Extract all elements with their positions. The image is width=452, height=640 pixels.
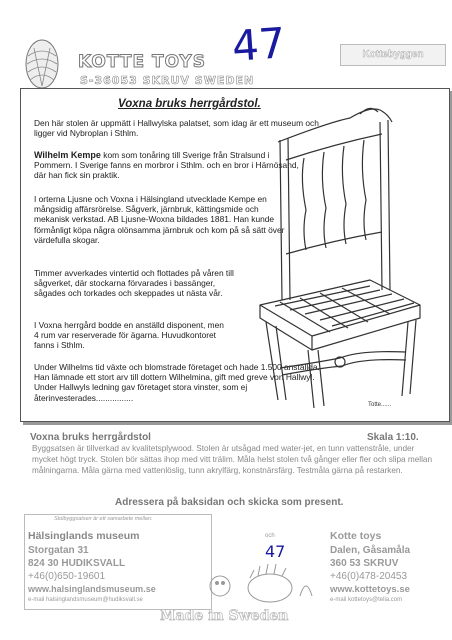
kotte-city: 360 53 SKRUV [330, 558, 399, 569]
museum-email-link[interactable]: e-mail halsinglandsmuseum@hudiksvall.se [28, 597, 143, 603]
chair-illustration [220, 100, 440, 410]
business-paragraph: I orterna Ljusne och Voxna i Hälsingland utvecklade Kempe en mångsidig affärsrörelse. Sågverk, järnbruk, kättingsmide och mekanisk verkstad. AB Ljusne-Woxna bildades 1881. Han kunde förmånligt köpa några olönsamma järnbruk och kom på så sätt över värdefulla skogar. [34, 194, 285, 245]
cooperation-note: Stolbyggsatsen är ett samarbete mellan: [54, 516, 153, 522]
legacy-paragraph: Under Wilhelms tid växte och blomstrade företaget och hade 1.500 anställda. Han lämnade ett stort arv till dottern Wilhelmina, gift med greve von Hallwyl. Under Hallwyls ledning gav företaget stora vinster, som ej återinvesterades................ [34, 362, 320, 403]
handwritten-number: 47 [230, 18, 288, 71]
kit-scale: Skala 1:10. [367, 432, 419, 443]
kotte-phone: +46(0)478-20453 [330, 571, 408, 582]
kempe-text: kom som tonåring till Sverige från Stralsund i Pommern. I Sverige fanns en morbror i Sthlm. och en bror i Härnösand, där han fick sin praktik. [34, 150, 299, 181]
kotte-name: Kotte toys [330, 530, 382, 542]
build-instructions: Byggsatsen är tillverkad av kvalitetsplywood. Stolen är utsågad med water-jet, en tunn vattenstråle, under mycket högt tryck. Stolen bör sättas ihop med vitt trälim. Måla helst stolen två gånger eller fler och slipa mellan målningarna. Måla gärna med vattenlöslig, tunn akrylfärg, konstnärsfärg. Testmåla gärna på restarken. [32, 444, 433, 475]
kotte-street: Dalen, Gåsamåla [330, 545, 411, 556]
museum-web-link[interactable]: www.halsinglandsmuseum.se [28, 584, 156, 594]
kotte-email-link[interactable]: e-mail kottetoys@telia.com [330, 597, 403, 603]
handwritten-number-footer: 47 [265, 542, 286, 561]
animals-illustration-icon [200, 556, 320, 606]
kotte-web-link[interactable]: www.kottetoys.se [330, 584, 410, 595]
article-headline: Voxna bruks herrgårdstol. [118, 98, 261, 110]
kit-stamp: Kottebyggen [340, 44, 446, 66]
museum-phone: +46(0)650-19601 [28, 571, 106, 582]
timber-paragraph: Timmer avverkades vintertid och flottades på våren till sågverket, där stockarna förvarades i bassänger, sågades och torkades och skeppades ut nästa vår. [34, 268, 234, 299]
kempe-name: Wilhelm Kempe [34, 150, 101, 160]
manor-paragraph: I Voxna herrgård bodde en anställd disponent, men 4 rum var reserverade för ägarna. Huvudkontoret fanns i Sthlm. [34, 320, 224, 351]
brand-address: S-36053 SKRUV SWEDEN [80, 74, 255, 87]
museum-street: Storgatan 31 [28, 545, 89, 556]
intro-paragraph: Den här stolen är uppmätt i Hallwylska palatset, som idag är ett museum och ligger vid Nybroplan i Sthlm. [34, 118, 319, 139]
museum-city: 824 30 HUDIKSVALL [28, 558, 126, 569]
brand-name: KOTTE TOYS [78, 52, 206, 72]
send-instruction: Adressera på baksidan och skicka som present. [115, 497, 344, 508]
illustrator-signature: Totte...... [368, 402, 392, 408]
made-in-sweden: Made in Sweden [160, 608, 289, 624]
kit-title: Voxna bruks herrgårdstol [30, 432, 151, 443]
och-label: och [265, 533, 275, 539]
museum-name: Hälsinglands museum [28, 530, 140, 542]
